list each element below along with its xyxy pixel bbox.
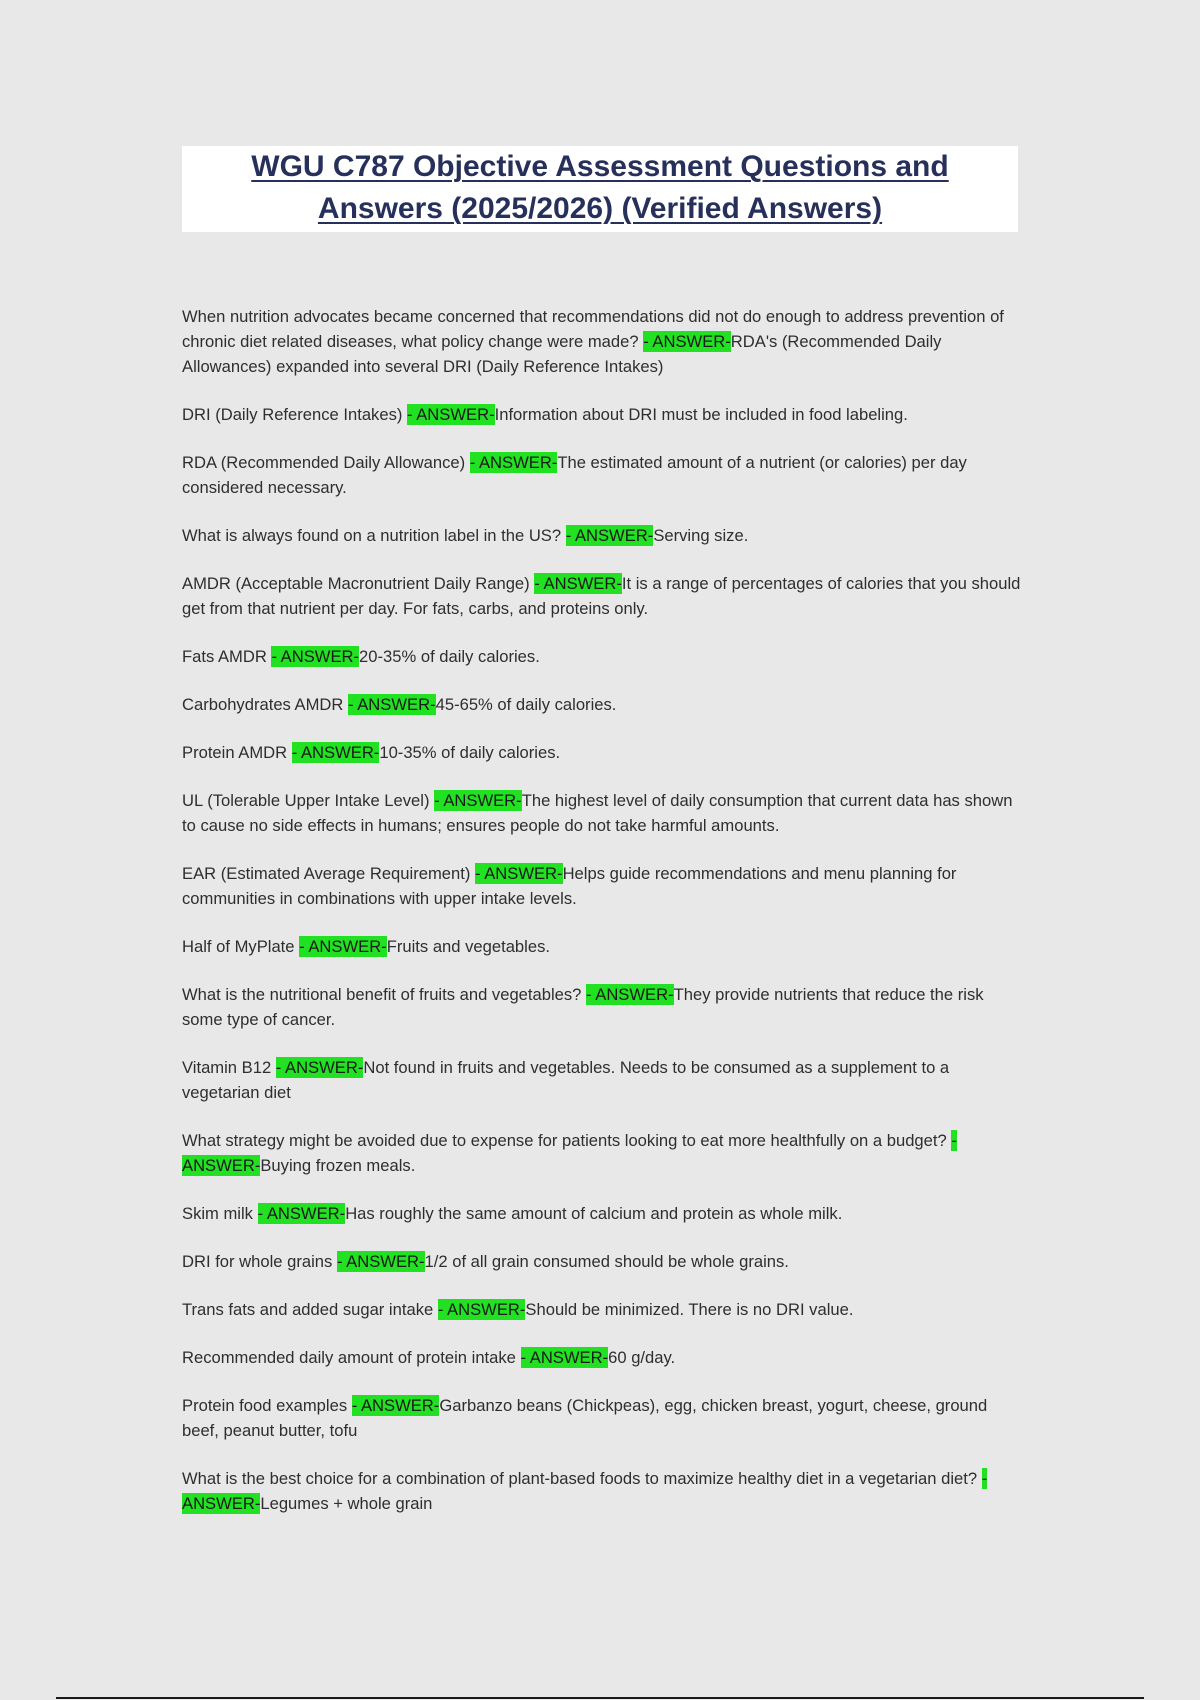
qa-item	[182, 692, 1022, 717]
answer-text: They provide nutrients that reduce the risk some type of cancer.	[182, 985, 984, 1029]
answer-text: Buying frozen meals.	[260, 1156, 416, 1175]
question-text: Trans fats and added sugar intake	[182, 1300, 438, 1319]
qa-item	[182, 644, 1022, 669]
question-text: Recommended daily amount of protein intake	[182, 1348, 521, 1367]
answer-text: 60 g/day.	[608, 1348, 676, 1367]
answer-text: RDA's (Recommended Daily Allowances) expanded into several DRI (Daily Reference Intakes)	[182, 332, 942, 376]
title-box	[182, 146, 1018, 232]
question-text: When nutrition advocates became concerned that recommendations did not do enough to address prevention of chronic diet related diseases, what policy change were made?	[182, 307, 1004, 351]
footer-rule	[56, 1697, 1144, 1699]
answer-tag: - ANSWER-	[257, 1204, 346, 1223]
qa-item	[182, 740, 1022, 765]
question-text: DRI for whole grains	[182, 1252, 337, 1271]
question-text: Vitamin B12	[182, 1058, 276, 1077]
question-text: AMDR (Acceptable Macronutrient Daily Range)	[182, 574, 535, 593]
question-text: RDA (Recommended Daily Allowance)	[182, 453, 470, 472]
answer-text: Has roughly the same amount of calcium and protein as whole milk.	[345, 1204, 843, 1223]
answer-text: Helps guide recommendations and menu planning for communities in combinations with upper intake levels.	[182, 864, 957, 908]
qa-item	[182, 1345, 1022, 1370]
qa-item	[182, 402, 1022, 427]
answer-text: The estimated amount of a nutrient (or calories) per day considered necessary.	[182, 453, 967, 497]
answer-tag: - ANSWER-	[348, 695, 436, 714]
answer-tag: - ANSWER-	[275, 1058, 364, 1077]
qa-item	[182, 1128, 1022, 1178]
answer-tag: - ANSWER-	[271, 647, 360, 666]
answer-tag: - ANSWER-	[474, 864, 563, 883]
answer-tag: - ANSWER-	[182, 1131, 957, 1175]
answer-text: The highest level of daily consumption that current data has shown to cause no side effects in humans; ensures people do not take harmful amounts.	[182, 791, 1013, 835]
answer-tag: - ANSWER-	[182, 1469, 988, 1513]
question-text: What strategy might be avoided due to expense for patients looking to eat more healthfully on a budget?	[182, 1131, 952, 1150]
answer-tag: - ANSWER-	[520, 1348, 609, 1367]
question-text: Protein AMDR	[182, 743, 292, 762]
question-text: Carbohydrates AMDR	[182, 695, 349, 714]
answer-tag: - ANSWER-	[407, 405, 495, 424]
answer-tag: - ANSWER-	[586, 985, 674, 1004]
answer-text: Not found in fruits and vegetables. Needs to be consumed as a supplement to a vegetarian diet	[182, 1058, 950, 1102]
question-text: What is the best choice for a combination of plant-based foods to maximize healthy diet in a vegetarian diet?	[182, 1469, 982, 1488]
qa-item	[182, 861, 1022, 911]
answer-tag: - ANSWER-	[565, 526, 654, 545]
qa-item	[182, 788, 1022, 838]
qa-item	[182, 982, 1022, 1032]
qa-item	[182, 450, 1022, 500]
answer-text: 45-65% of daily calories.	[435, 695, 617, 714]
answer-tag: - ANSWER-	[434, 791, 522, 810]
answer-tag: - ANSWER-	[469, 453, 558, 472]
answer-tag: - ANSWER-	[437, 1300, 526, 1319]
answer-text: Legumes + whole grain	[260, 1494, 433, 1513]
qa-list	[182, 304, 1022, 1539]
question-text: UL (Tolerable Upper Intake Level)	[182, 791, 435, 810]
answer-tag: - ANSWER-	[336, 1252, 425, 1271]
answer-tag: - ANSWER-	[299, 937, 387, 956]
answer-text: 1/2 of all grain consumed should be whole grains.	[424, 1252, 789, 1271]
question-text: DRI (Daily Reference Intakes)	[182, 405, 408, 424]
qa-item	[182, 1466, 1022, 1516]
question-text: Skim milk	[182, 1204, 258, 1223]
answer-tag: - ANSWER-	[534, 574, 622, 593]
question-text: EAR (Estimated Average Requirement)	[182, 864, 475, 883]
document-title-line-2: Answers (2025/2026) (Verified Answers)	[317, 192, 883, 225]
question-text: Protein food examples	[182, 1396, 352, 1415]
document-title-line-1: WGU C787 Objective Assessment Questions and	[251, 150, 949, 183]
qa-item	[182, 1393, 1022, 1443]
qa-item	[182, 304, 1022, 379]
answer-text: Garbanzo beans (Chickpeas), egg, chicken breast, yogurt, cheese, ground beef, peanut butter, tofu	[182, 1396, 988, 1440]
answer-text: Serving size.	[653, 526, 749, 545]
answer-text: 10-35% of daily calories.	[379, 743, 561, 762]
answer-text: It is a range of percentages of calories that you should get from that nutrient per day. For fats, carbs, and proteins only.	[182, 574, 1021, 618]
answer-tag: - ANSWER-	[643, 332, 731, 351]
answer-text: Fruits and vegetables.	[386, 937, 550, 956]
answer-text: Information about DRI must be included in food labeling.	[494, 405, 908, 424]
question-text: Half of MyPlate	[182, 937, 300, 956]
qa-item	[182, 571, 1022, 621]
qa-item	[182, 1201, 1022, 1226]
answer-tag: - ANSWER-	[351, 1396, 440, 1415]
qa-item	[182, 1249, 1022, 1274]
question-text: What is the nutritional benefit of fruits and vegetables?	[182, 985, 587, 1004]
answer-text: 20-35% of daily calories.	[359, 647, 540, 666]
qa-item	[182, 523, 1022, 548]
question-text: Fats AMDR	[182, 647, 272, 666]
qa-item	[182, 934, 1022, 959]
answer-tag: - ANSWER-	[291, 743, 380, 762]
question-text: What is always found on a nutrition label in the US?	[182, 526, 566, 545]
answer-text: Should be minimized. There is no DRI value.	[525, 1300, 854, 1319]
qa-item	[182, 1055, 1022, 1105]
qa-item	[182, 1297, 1022, 1322]
